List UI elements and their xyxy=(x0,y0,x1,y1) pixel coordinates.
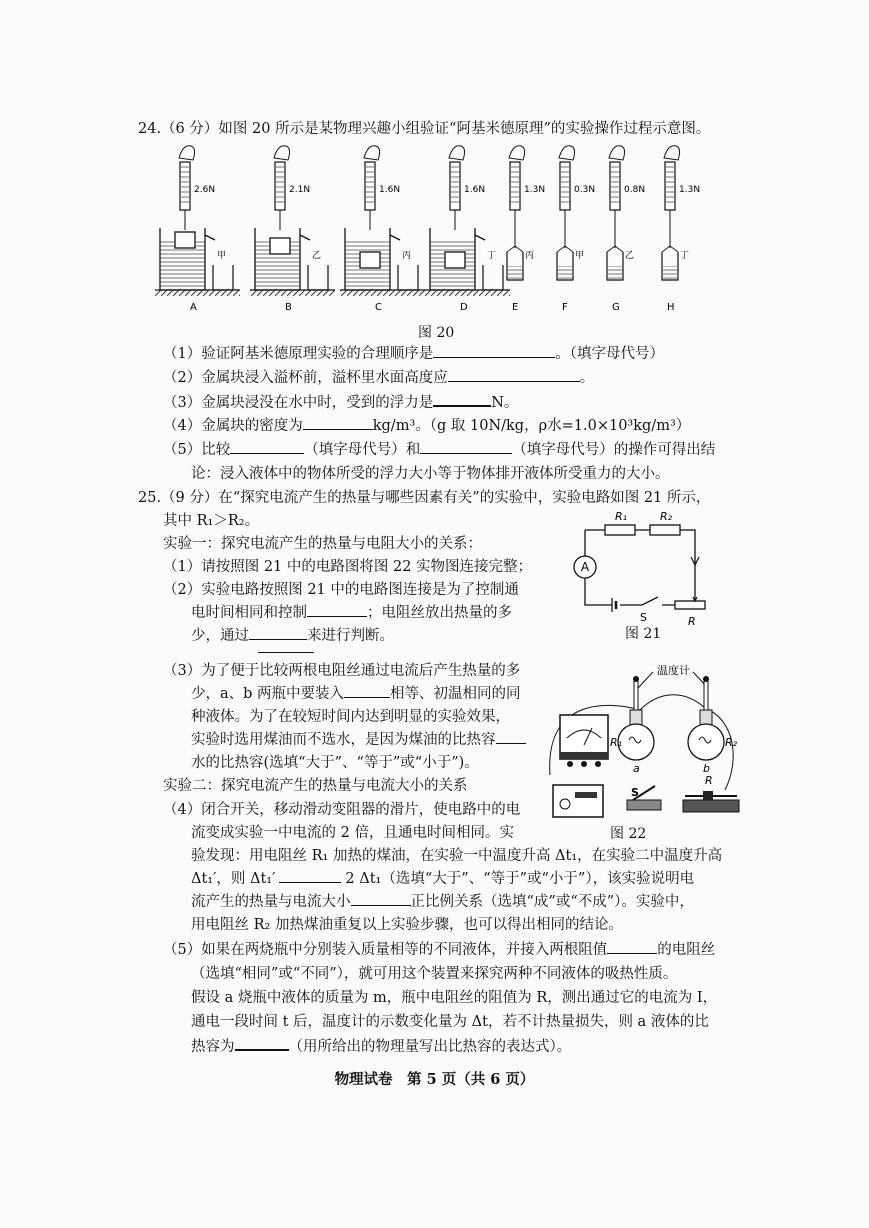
thermometer-label: 温度计 xyxy=(657,664,690,677)
beaker-tag: 甲 xyxy=(217,251,227,261)
q25-item-3d: 实验时选用煤油而不选水，是因为煤油的比热容 xyxy=(191,729,526,751)
hand-icon xyxy=(179,146,195,160)
scale-reading: 1.6N xyxy=(464,185,486,195)
beaker-tag: 甲 xyxy=(575,251,585,261)
hand-icon xyxy=(449,146,465,160)
fig22-rheostat-label: R xyxy=(705,774,713,787)
spring-scale xyxy=(365,162,375,210)
q24-item-2: （2）金属块浸入溢杯前，溢杯里水面高度应 。 xyxy=(163,367,594,389)
spring-scale xyxy=(510,162,520,210)
rheostat xyxy=(675,601,705,609)
q25-item-2c: 少，通过 来进行判断。 xyxy=(191,625,394,647)
hand-icon xyxy=(509,146,525,160)
rheostat-label: R xyxy=(688,615,696,628)
scale-reading: 0.3N xyxy=(574,185,596,195)
beaker-tag: 乙 xyxy=(312,251,322,261)
beaker-tag: 丙 xyxy=(402,251,412,261)
beaker xyxy=(213,265,233,290)
figure-21-caption: 图 21 xyxy=(625,626,662,642)
hand-icon xyxy=(664,146,680,160)
q25-item-5b: （选填“相同”或“不同”），就可用这个装置来探究两种不同液体的吸热性质。 xyxy=(191,966,678,982)
q25-item-4a: （4）闭合开关，移动滑动变阻器的滑片，使电路中的电 xyxy=(163,802,521,818)
panel-letter: A xyxy=(190,302,197,313)
panel-letter: E xyxy=(512,302,519,313)
figure-20-panel-b xyxy=(250,146,335,313)
figure-20-panel-f xyxy=(557,146,595,313)
spring-scale xyxy=(275,162,285,210)
figure-20-panel-c xyxy=(340,146,425,313)
fig22-r1-label: R₁ xyxy=(610,736,623,749)
r2-label: R₂ xyxy=(660,510,673,523)
q25-item-5c: 假设 a 烧瓶中液体的质量为 m，瓶中电阻丝的阻值为 R，测出通过它的电流为 I， xyxy=(191,990,718,1006)
q25-item-5e: 热容为 （用所给出的物理量写出比热容的表达式）。 xyxy=(191,1035,571,1058)
q25-item-4f: 用电阻丝 R₂ 加热煤油重复以上实验步骤，也可以得出相同的结论。 xyxy=(191,917,623,933)
figure-20-panel-a xyxy=(155,146,240,313)
beaker-tag: 丁 xyxy=(680,251,690,261)
r2-resistor xyxy=(650,525,680,535)
hand-icon xyxy=(364,146,380,160)
figure-22-caption: 图 22 xyxy=(610,826,647,842)
hand-icon xyxy=(609,146,625,160)
q24-item-1: （1）验证阿基米德原理实验的合理顺序是 。（填字母代号） xyxy=(163,343,664,365)
figure-20-panel-h xyxy=(662,146,700,313)
metal-block xyxy=(445,252,465,268)
q24-item-5-cont: 论：浸入液体中的物体所受的浮力大小等于物体排开液体所受重力的大小。 xyxy=(191,466,670,482)
panel-letter: F xyxy=(562,302,568,313)
figure-20-panel-d xyxy=(425,146,510,313)
page-footer: 物理试卷 第 5 页（共 6 页） xyxy=(334,1071,535,1088)
ammeter-label: A xyxy=(580,560,590,574)
spring-scale xyxy=(665,162,675,210)
r1-label: R₁ xyxy=(615,510,628,523)
q25-stem-1: 25.（9 分）在“探究电流产生的热量与哪些因素有关”的实验中，实验电路如图 21 所示， xyxy=(138,490,711,506)
q25-item-1: （1）请按照图 21 中的电路图将图 22 实物图连接完整； xyxy=(163,559,533,575)
q25-item-4c: 验发现：用电阻丝 R₁ 加热的煤油，在实验一中温度升高 Δt₁，在实验二中温度升高 xyxy=(191,848,723,864)
q25-item-5a: （5）如果在两烧瓶中分别装入质量相等的不同液体，并接入两根阻值 的电阻丝 xyxy=(163,939,715,961)
panel-letter: G xyxy=(612,302,620,313)
scale-reading: 1.3N xyxy=(679,185,701,195)
scale-reading: 1.6N xyxy=(379,185,401,195)
q25-item-3b: 少，a、b 两瓶中要装入 相等、初温相同的同 xyxy=(191,683,521,705)
q25-item-4d: Δt₁′，则 Δt₁′ 2 Δt₁（选填“大于”、“等于”或“小于”），该实验说明电 xyxy=(191,868,694,890)
scale-reading: 1.3N xyxy=(524,185,546,195)
panel-letter: C xyxy=(375,302,382,313)
stray-rule xyxy=(258,652,314,653)
figure-22-apparatus xyxy=(545,660,745,830)
beaker xyxy=(308,265,328,290)
q25-item-2a: （2）实验电路按照图 21 中的电路图连接是为了控制通 xyxy=(163,582,519,598)
q25-item-3c: 种液体。为了在较短时间内达到明显的实验效果， xyxy=(191,709,510,725)
q25-exp2-title: 实验二：探究电流产生的热量与电流大小的关系 xyxy=(163,778,468,794)
rheostat-device xyxy=(683,791,739,812)
q24-stem: 24.（6 分）如图 20 所示是某物理兴趣小组验证“阿基米德原理”的实验操作过程示意图。 xyxy=(138,121,711,137)
scale-reading: 2.6N xyxy=(194,185,216,195)
beaker-tag: 丙 xyxy=(525,251,535,261)
beaker-tag: 乙 xyxy=(625,251,635,261)
figure-20-panel-e xyxy=(507,146,545,313)
q24-item-3: （3）金属块浸没在水中时，受到的浮力是 N。 xyxy=(163,391,518,414)
panel-letter: B xyxy=(285,302,292,313)
metal-block xyxy=(175,232,195,248)
figure-20 xyxy=(155,140,715,315)
figure-20-panel-g xyxy=(607,146,645,313)
flask-a xyxy=(618,676,654,760)
q25-stem-2: 其中 R₁＞R₂。 xyxy=(163,513,260,529)
q24-item-5: （5）比较 （填字母代号）和 （填字母代号）的操作可得出结 xyxy=(163,439,715,461)
q25-item-5d: 通电一段时间 t 后，温度计的示数变化量为 Δt，若不计热量损失，则 a 液体的比 xyxy=(191,1014,709,1030)
spring-scale xyxy=(450,162,460,210)
q25-item-4e: 流产生的热量与电流大小 正比例关系（选填“成”或“不成”）。实验中， xyxy=(191,891,694,913)
hand-icon xyxy=(559,146,575,160)
q25-item-3e: 水的比热容(选填“大于”、“等于”或“小于”)。 xyxy=(191,755,479,771)
panel-letter: D xyxy=(460,302,468,313)
fig22-r2-label: R₂ xyxy=(725,736,738,749)
metal-block xyxy=(360,252,380,268)
r1-resistor xyxy=(605,525,635,535)
q25-item-3a: （3）为了便于比较两根电阻丝通过电流后产生热量的多 xyxy=(163,663,521,679)
figure-20-caption: 图 20 xyxy=(418,325,455,341)
beaker-tag: 丁 xyxy=(487,251,497,261)
spring-scale xyxy=(560,162,570,210)
figure-21-circuit xyxy=(560,505,720,635)
switch-label: S xyxy=(640,611,647,624)
hand-icon xyxy=(274,146,290,160)
q25-exp1-title: 实验一：探究电流产生的热量与电阻大小的关系： xyxy=(163,536,482,552)
scale-reading: 2.1N xyxy=(289,185,311,195)
q24-item-4: （4）金属块的密度为 kg/m³。（g 取 10N/kg，ρ水=1.0×10³kg/m³） xyxy=(163,415,690,437)
scale-reading: 0.8N xyxy=(624,185,646,195)
metal-block xyxy=(270,238,290,254)
spring-scale xyxy=(610,162,620,210)
fig22-switch-label: S xyxy=(631,786,639,799)
flask-a-label: a xyxy=(633,762,640,775)
beaker xyxy=(483,265,503,290)
panel-letter: H xyxy=(667,302,675,313)
q25-item-2b: 电时间相同和控制 ；电阻丝放出热量的多 xyxy=(191,602,512,624)
spring-scale xyxy=(180,162,190,210)
q25-item-4b: 流变成实验一中电流的 2 倍，且通电时间相同。实 xyxy=(191,825,514,841)
flask-b xyxy=(688,676,724,760)
beaker xyxy=(398,265,418,290)
flask-b-label: b xyxy=(703,762,710,775)
